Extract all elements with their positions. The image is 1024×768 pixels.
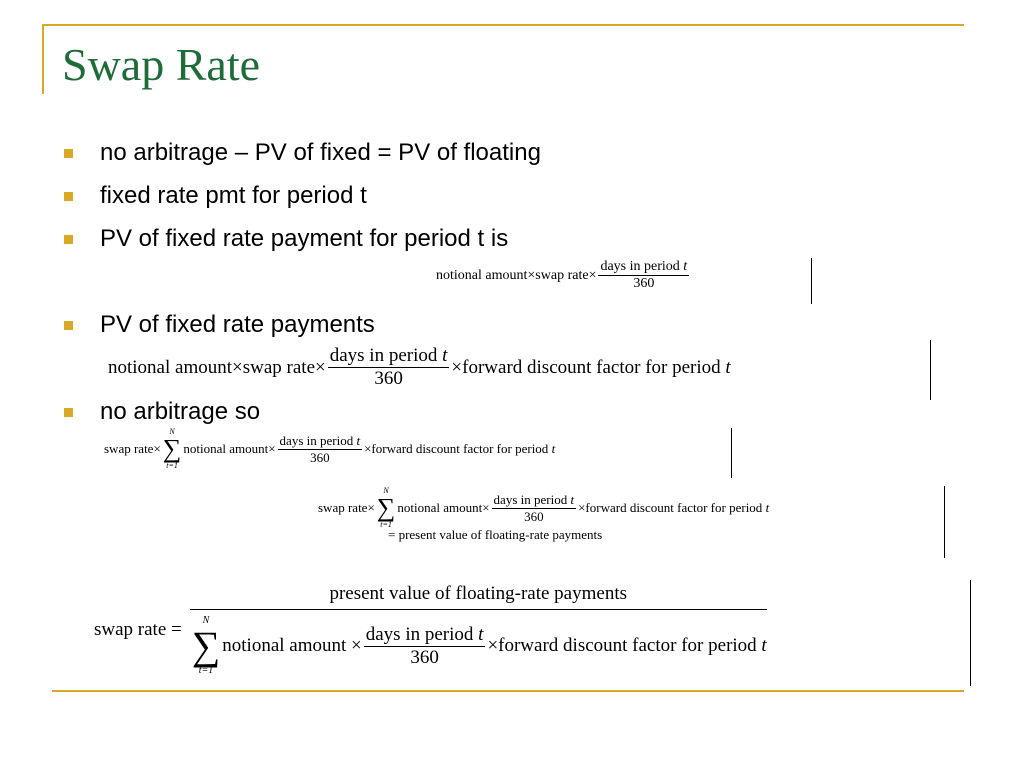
sum-upper-limit: N bbox=[169, 427, 175, 436]
times-sign: × bbox=[487, 635, 499, 656]
formula-edge-line bbox=[970, 580, 971, 686]
term-notional: notional amount bbox=[436, 267, 528, 283]
sum-upper-limit: N bbox=[383, 486, 389, 495]
term-swap-rate: swap rate bbox=[318, 500, 368, 515]
times-sign: × bbox=[527, 267, 536, 283]
formula-pv-fixed-payment bbox=[436, 259, 691, 292]
summation-sign bbox=[377, 487, 396, 529]
times-sign: × bbox=[482, 500, 490, 515]
numerator-pv-floating: present value of floating-rate payments bbox=[329, 583, 627, 604]
bullet-square-icon bbox=[64, 408, 73, 417]
term-swap-rate: swap rate bbox=[242, 356, 316, 378]
term-days-in-period: days in period bbox=[365, 623, 474, 645]
term-360: 360 bbox=[633, 276, 655, 291]
sum-upper-limit: N bbox=[202, 615, 210, 626]
sum-lower-limit: t=1 bbox=[198, 665, 214, 676]
fraction-days-360 bbox=[598, 259, 689, 292]
times-sign: × bbox=[364, 441, 372, 456]
sigma-glyph: ∑ bbox=[376, 493, 396, 522]
var-t: t bbox=[683, 259, 688, 274]
fraction-days-360 bbox=[364, 624, 486, 669]
var-t: t bbox=[725, 356, 731, 378]
term-days-in-period: days in period bbox=[600, 259, 680, 274]
times-sign: × bbox=[578, 500, 586, 515]
times-sign: × bbox=[367, 500, 375, 515]
times-sign: × bbox=[351, 635, 362, 656]
term-forward-discount: forward discount factor for period bbox=[498, 635, 757, 656]
var-t: t bbox=[551, 441, 556, 456]
fraction-days-360 bbox=[328, 345, 450, 390]
fraction-days-360 bbox=[492, 492, 577, 525]
term-swap-rate: swap rate bbox=[104, 441, 154, 456]
term-360: 360 bbox=[410, 646, 439, 668]
term-forward-discount: forward discount factor for period bbox=[585, 500, 763, 515]
slide-title: Swap Rate bbox=[62, 39, 261, 90]
formula-edge-line bbox=[930, 340, 931, 400]
term-notional: notional amount bbox=[108, 356, 233, 378]
term-days-in-period: days in period bbox=[279, 432, 354, 448]
formula-summation bbox=[104, 428, 555, 470]
formula-edge-line bbox=[731, 428, 732, 478]
result-fraction bbox=[190, 583, 767, 676]
frame-bottom-line bbox=[52, 690, 964, 692]
bullet-square-icon bbox=[64, 321, 73, 330]
formula-edge-line bbox=[811, 258, 812, 304]
formula-edge-line bbox=[944, 486, 945, 558]
times-sign: × bbox=[588, 267, 597, 283]
bullet-text: no arbitrage so bbox=[100, 398, 261, 425]
var-t: t bbox=[478, 623, 484, 645]
equals-sign: = bbox=[171, 618, 182, 640]
term-swap-rate: swap rate bbox=[535, 267, 589, 283]
formula-summation-equality bbox=[318, 487, 769, 543]
term-notional: notional amount bbox=[183, 441, 269, 456]
bullet-item bbox=[64, 400, 260, 424]
var-t: t bbox=[356, 432, 361, 448]
term-swap-rate: swap rate bbox=[94, 618, 167, 640]
term-days-in-period: days in period bbox=[329, 345, 438, 366]
summation-sign bbox=[163, 428, 182, 470]
bullet-text: fixed rate pmt for period t bbox=[100, 182, 367, 209]
sum-lower-limit: t=1 bbox=[380, 520, 392, 529]
bullet-item bbox=[64, 227, 508, 251]
times-sign: × bbox=[315, 356, 326, 378]
bullet-item bbox=[64, 313, 375, 337]
bullet-text: PV of fixed rate payment for period t is bbox=[100, 225, 509, 252]
var-t: t bbox=[570, 491, 575, 507]
bullet-item bbox=[64, 184, 367, 208]
term-forward-discount: forward discount factor for period bbox=[371, 441, 549, 456]
times-sign: × bbox=[232, 356, 243, 378]
formula-pv-fixed-payments bbox=[108, 345, 731, 390]
fraction-days-360 bbox=[278, 433, 363, 466]
bullet-square-icon bbox=[64, 149, 73, 158]
term-days-in-period: days in period bbox=[493, 491, 568, 507]
bullet-square-icon bbox=[64, 235, 73, 244]
var-t: t bbox=[761, 635, 767, 656]
formula-swap-rate-result bbox=[94, 583, 767, 676]
times-sign: × bbox=[451, 356, 463, 378]
sum-lower-limit: t=1 bbox=[166, 461, 178, 470]
summation-sign bbox=[192, 616, 221, 676]
sigma-glyph: ∑ bbox=[191, 623, 221, 668]
term-360: 360 bbox=[524, 508, 544, 524]
var-t: t bbox=[442, 345, 448, 366]
term-notional: notional amount bbox=[222, 635, 347, 656]
var-t: t bbox=[765, 500, 770, 515]
term-notional: notional amount bbox=[397, 500, 483, 515]
equals-pv-floating: = present value of floating-rate payments bbox=[388, 527, 603, 542]
term-360: 360 bbox=[374, 368, 403, 389]
bullet-square-icon bbox=[64, 192, 73, 201]
sigma-glyph: ∑ bbox=[162, 434, 182, 463]
frame-left-line bbox=[42, 24, 44, 94]
term-360: 360 bbox=[310, 449, 330, 465]
bullet-item bbox=[64, 141, 541, 165]
denominator-summation bbox=[190, 610, 767, 676]
times-sign: × bbox=[153, 441, 161, 456]
term-forward-discount: forward discount factor for period bbox=[462, 356, 721, 378]
frame-top-line bbox=[42, 24, 964, 26]
bullet-text: PV of fixed rate payments bbox=[100, 311, 375, 338]
bullet-text: no arbitrage – PV of fixed = PV of floating bbox=[100, 139, 541, 166]
times-sign: × bbox=[268, 441, 276, 456]
